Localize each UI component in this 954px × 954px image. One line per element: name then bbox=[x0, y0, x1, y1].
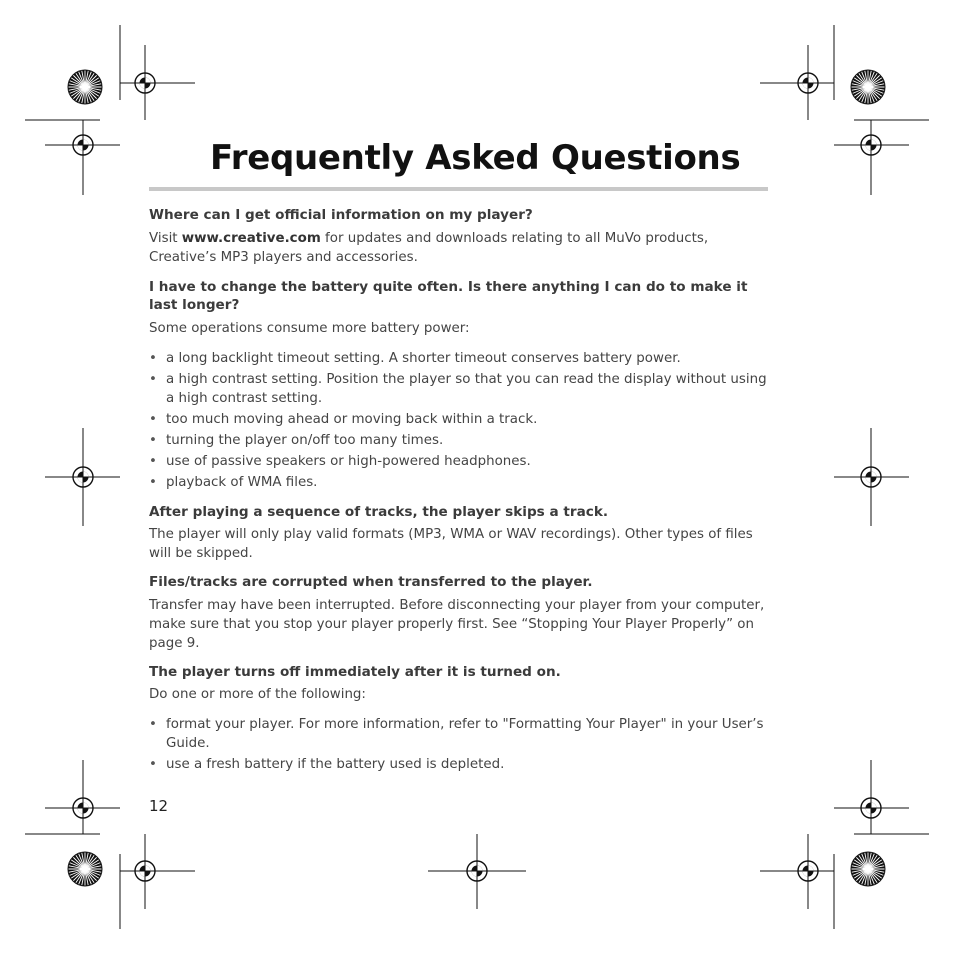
faq-question-3: After playing a sequence of tracks, the player skips a track. bbox=[149, 503, 609, 520]
list-item: • too much moving ahead or moving back within a track. bbox=[149, 410, 769, 429]
list-item: • turning the player on/off too many times. bbox=[149, 431, 769, 450]
list-item: • a long backlight timeout setting. A shorter timeout conserves battery power. bbox=[149, 349, 769, 368]
faq-question-5: The player turns off immediately after it is turned on. bbox=[149, 663, 561, 680]
faq-answer-5-intro: Do one or more of the following: bbox=[149, 687, 366, 702]
faq-answer-3: The player will only play valid formats (MP3, WMA or WAV recordings). Other types of files will be skipped. bbox=[149, 527, 753, 561]
faq-answer-4: Transfer may have been interrupted. Before disconnecting your player from your computer, make sure that you stop your player properly first. See “Stopping Your Player Properly” on page 9. bbox=[149, 597, 765, 651]
starburst-top-right bbox=[851, 70, 885, 104]
list-item: • a high contrast setting. Position the player so that you can read the display without using a high contrast setting. bbox=[149, 370, 769, 408]
faq-question-2: I have to change the battery quite often. Is there anything I can do to make it last longer? bbox=[149, 278, 748, 313]
faq-question-1: Where can I get official information on my player? bbox=[149, 207, 533, 223]
faq-answer-2-intro: Some operations consume more battery power: bbox=[149, 320, 470, 336]
answer-1-suffix: for updates and downloads relating to all MuVo products, Creative’s MP3 players and accessories. bbox=[149, 230, 709, 265]
page-title: Frequently Asked Questions bbox=[210, 138, 741, 178]
faq-answer-1 bbox=[149, 229, 769, 267]
power-off-fixes-list bbox=[149, 715, 769, 774]
creative-website-link[interactable]: www.creative.com bbox=[181, 230, 321, 246]
answer-1-prefix: Visit bbox=[149, 230, 182, 246]
faq-content bbox=[149, 206, 769, 784]
list-item: • use of passive speakers or high-powered headphones. bbox=[149, 452, 769, 471]
list-item: • use a fresh battery if the battery used is depleted. bbox=[149, 755, 769, 774]
starburst-bottom-left bbox=[68, 852, 102, 886]
starburst-top-left bbox=[68, 70, 102, 104]
page-number: 12 bbox=[149, 797, 169, 815]
title-rule bbox=[149, 187, 768, 191]
list-item: • playback of WMA files. bbox=[149, 473, 769, 492]
starburst-bottom-right bbox=[851, 852, 885, 886]
list-item: • format your player. For more information, refer to "Formatting Your Player" in your User’s Guide. bbox=[149, 715, 769, 753]
battery-tips-list bbox=[149, 349, 769, 492]
faq-question-4: Files/tracks are corrupted when transferred to the player. bbox=[149, 574, 593, 590]
